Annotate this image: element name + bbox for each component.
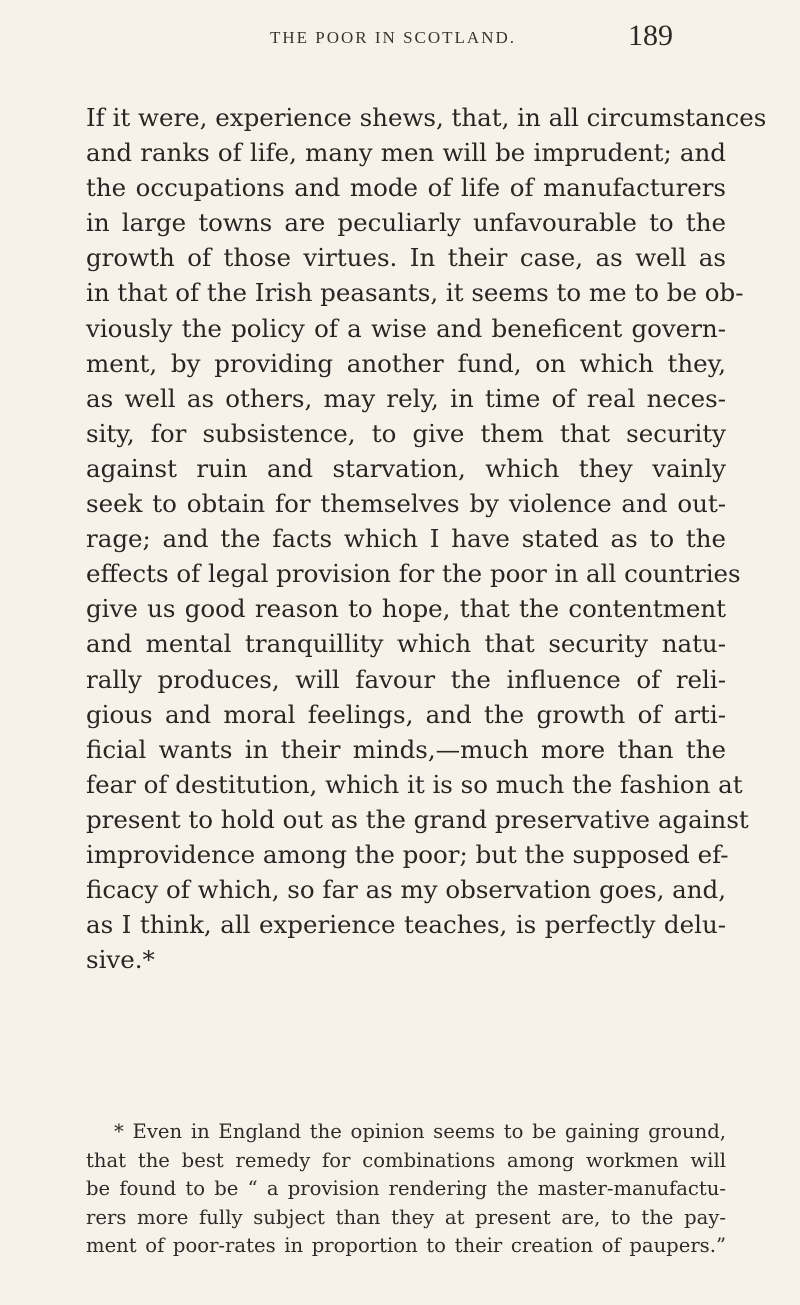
footnote-line: that the best remedy for combinations among workmen will — [86, 1148, 726, 1172]
text-line: sity, for subsistence, to give them that security — [86, 418, 726, 448]
text-line: fear of destitution, which it is so much the fashion at — [86, 769, 743, 799]
text-line: growth of those virtues. In their case, as well as — [86, 243, 726, 273]
footnote-line: be found to be “ a provision rendering the master-manufactu- — [86, 1177, 726, 1201]
text-line: sive.* — [86, 945, 155, 975]
text-line: gious and moral feelings, and the growth of arti- — [86, 699, 726, 729]
text-line: the occupations and mode of life of manufacturers — [86, 173, 726, 203]
text-line: effects of legal provision for the poor in all countries — [86, 559, 741, 589]
text-line: improvidence among the poor; but the supposed ef- — [86, 839, 729, 869]
text-line: as I think, all experience teaches, is perfectly delu- — [86, 910, 726, 940]
text-line: and mental tranquillity which that security natu- — [86, 629, 726, 659]
text-line: rage; and the facts which I have stated as to the — [86, 524, 726, 554]
text-line: If it were, experience shews, that, in all circumstances — [86, 103, 767, 132]
text-line: against ruin and starvation, which they vainly — [86, 453, 726, 483]
text-line: rally produces, will favour the influence of reli- — [86, 664, 726, 694]
footnote-line: * Even in England the opinion seems to be gaining ground, — [114, 1120, 726, 1143]
text-line: viously the policy of a wise and beneficent govern- — [86, 313, 726, 343]
text-line: ment, by providing another fund, on which they, — [86, 348, 726, 378]
text-line: as well as others, may rely, in time of real neces- — [86, 383, 726, 413]
footnote-line: rers more fully subject than they at present are, to the pay- — [86, 1205, 726, 1229]
text-line: ficial wants in their minds,—much more than the — [86, 734, 726, 764]
page-header — [0, 14, 800, 74]
text-line: present to hold out as the grand preservative against — [86, 804, 749, 834]
footnote — [86, 1118, 726, 1261]
text-line: in large towns are peculiarly unfavourable to the — [86, 208, 726, 238]
page-number: 189 — [628, 19, 673, 52]
text-line: ficacy of which, so far as my observation goes, and, — [86, 875, 727, 905]
body-paragraph — [86, 100, 767, 977]
text-line: give us good reason to hope, that the contentment — [86, 594, 726, 624]
running-head: THE POOR IN SCOTLAND. — [270, 28, 516, 47]
text-line: in that of the Irish peasants, it seems to me to be ob- — [86, 278, 744, 308]
text-line: and ranks of life, many men will be imprudent; and — [86, 138, 726, 168]
footnote-line: ment of poor-rates in proportion to their creation of paupers.” — [86, 1234, 726, 1258]
text-line: seek to obtain for themselves by violence and out- — [86, 489, 726, 519]
